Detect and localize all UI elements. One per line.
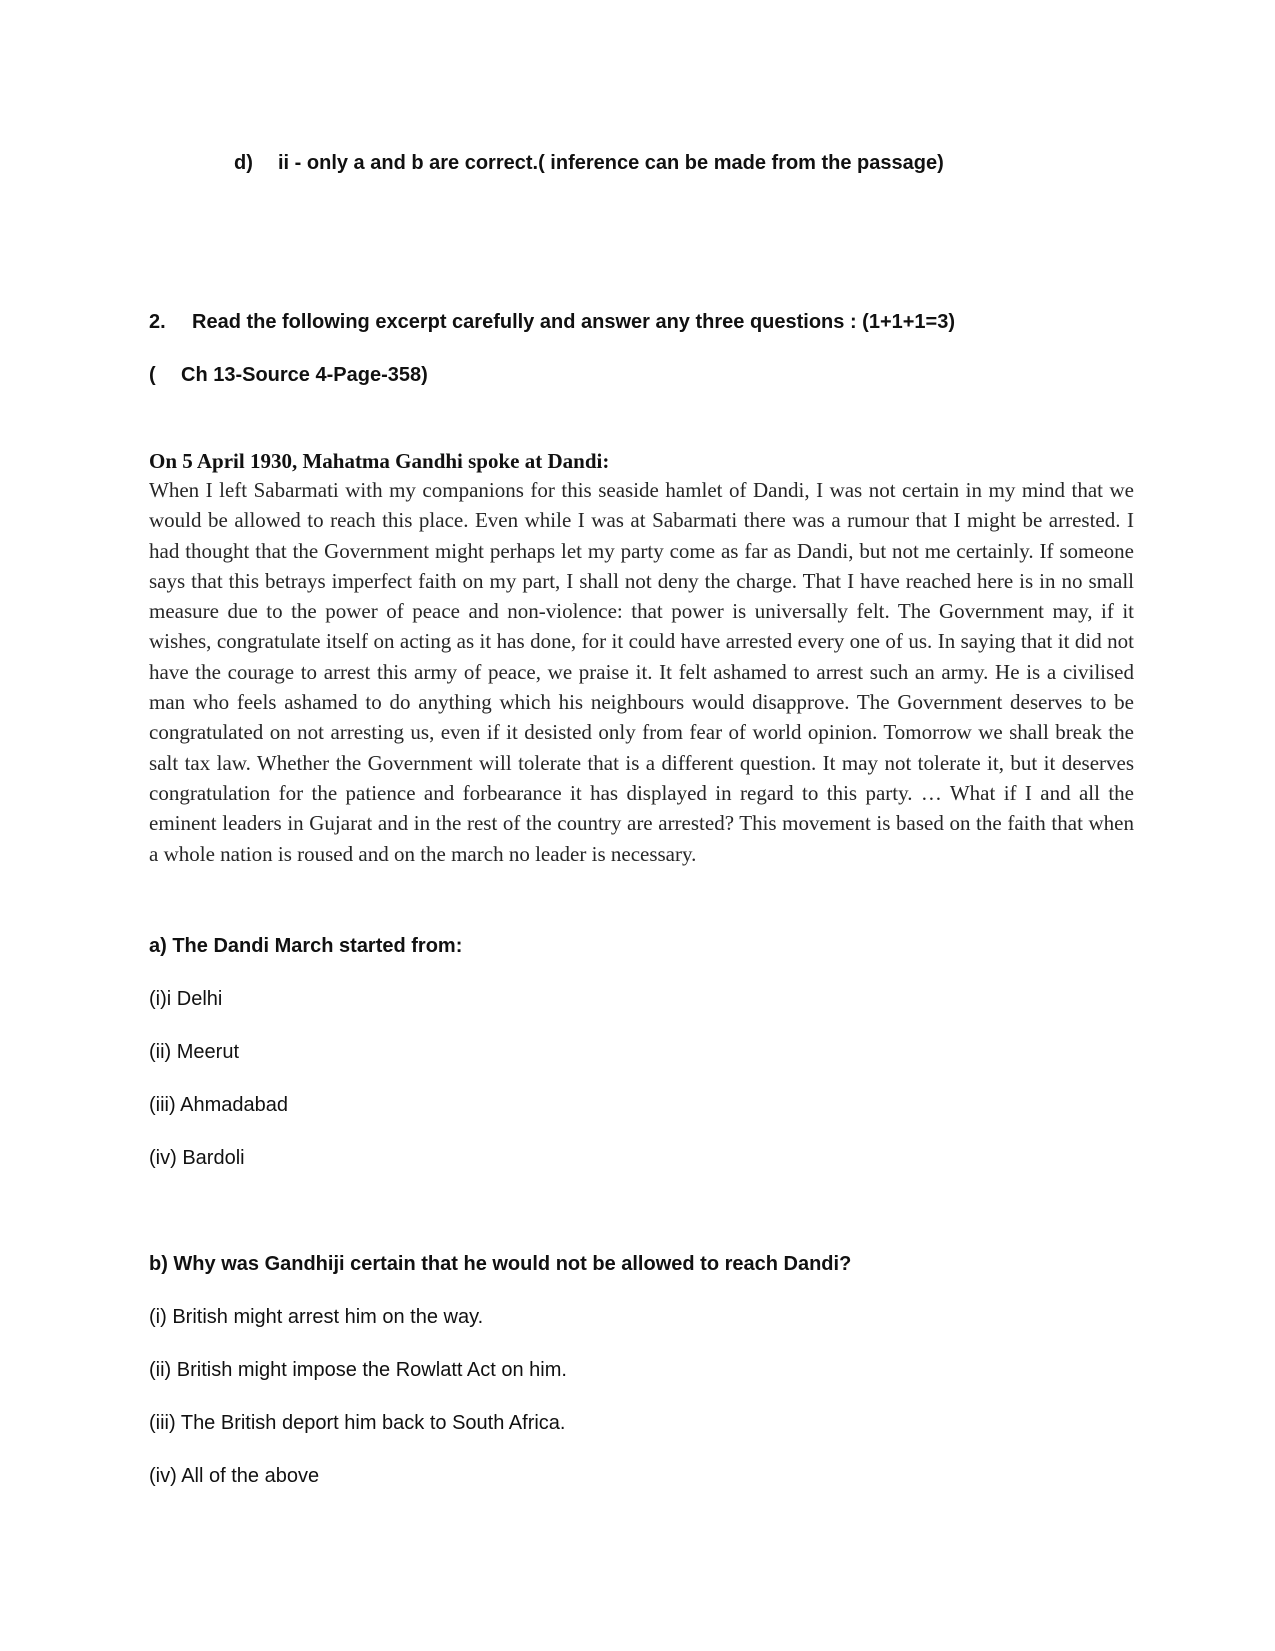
question-text: Read the following excerpt carefully and answer any three questions : (1+1+1=3) — [192, 311, 956, 333]
source-paren: ( — [149, 364, 156, 386]
question-b-option-2: (ii) British might impose the Rowlatt Act on him. — [149, 1359, 567, 1381]
question-number: 2. — [149, 311, 166, 333]
question-a-option-4: (iv) Bardoli — [149, 1147, 245, 1169]
question-a-text: a) The Dandi March started from: — [149, 935, 463, 957]
prev-answer-letter: d) — [234, 152, 253, 174]
question-b-option-1: (i) British might arrest him on the way. — [149, 1306, 484, 1328]
question-a-option-2: (ii) Meerut — [149, 1041, 240, 1063]
passage-body: When I left Sabarmati with my companions for this seaside hamlet of Dandi, I was not certain in my mind that we would be allowed to reach this place. Even while I was at Sabarmati there was a rumour that I might be arrested. I had thought that the Government might perhaps let my party come as far as Dandi, but not me certainly. If someone says that this betrays imperfect faith on my part, I shall not deny the charge. That I have reached here is in no small measure due to the power of peace and non-violence: that power is universally felt. The Government may, if it wishes, congratulate itself on acting as it has done, for it could have arrested every one of us. In saying that it did not have the courage to arrest this army of peace, we praise it. It felt ashamed to arrest such an army. He is a civilised man who feels ashamed to do anything which his neighbours would disapprove. The Government deserves to be congratulated on not arresting us, even if it desisted only from fear of world opinion. Tomorrow we shall break the salt tax law. Whether the Government will tolerate that is a different question. It may not tolerate it, but it deserves congratulation for the patience and forbearance it has displayed in regard to this party. … What if I and all the eminent leaders in Gujarat and in the rest of the country are arrested? This movement is based on the faith that when a whole nation is roused and on the march no leader is necessary. — [149, 478, 1134, 866]
passage-title: On 5 April 1930, Mahatma Gandhi spoke at Dandi: — [149, 449, 610, 473]
question-b-option-4: (iv) All of the above — [149, 1465, 320, 1487]
question-b-option-3: (iii) The British deport him back to South Africa. — [149, 1412, 566, 1434]
question-a-option-3: (iii) Ahmadabad — [149, 1094, 288, 1116]
question-b-text: b) Why was Gandhiji certain that he would not be allowed to reach Dandi? — [149, 1253, 852, 1275]
question-a-option-1: (i)i Delhi — [149, 988, 223, 1010]
prev-answer-text: ii - only a and b are correct.( inference can be made from the passage) — [278, 152, 944, 174]
source-reference: Ch 13-Source 4-Page-358) — [181, 364, 428, 386]
